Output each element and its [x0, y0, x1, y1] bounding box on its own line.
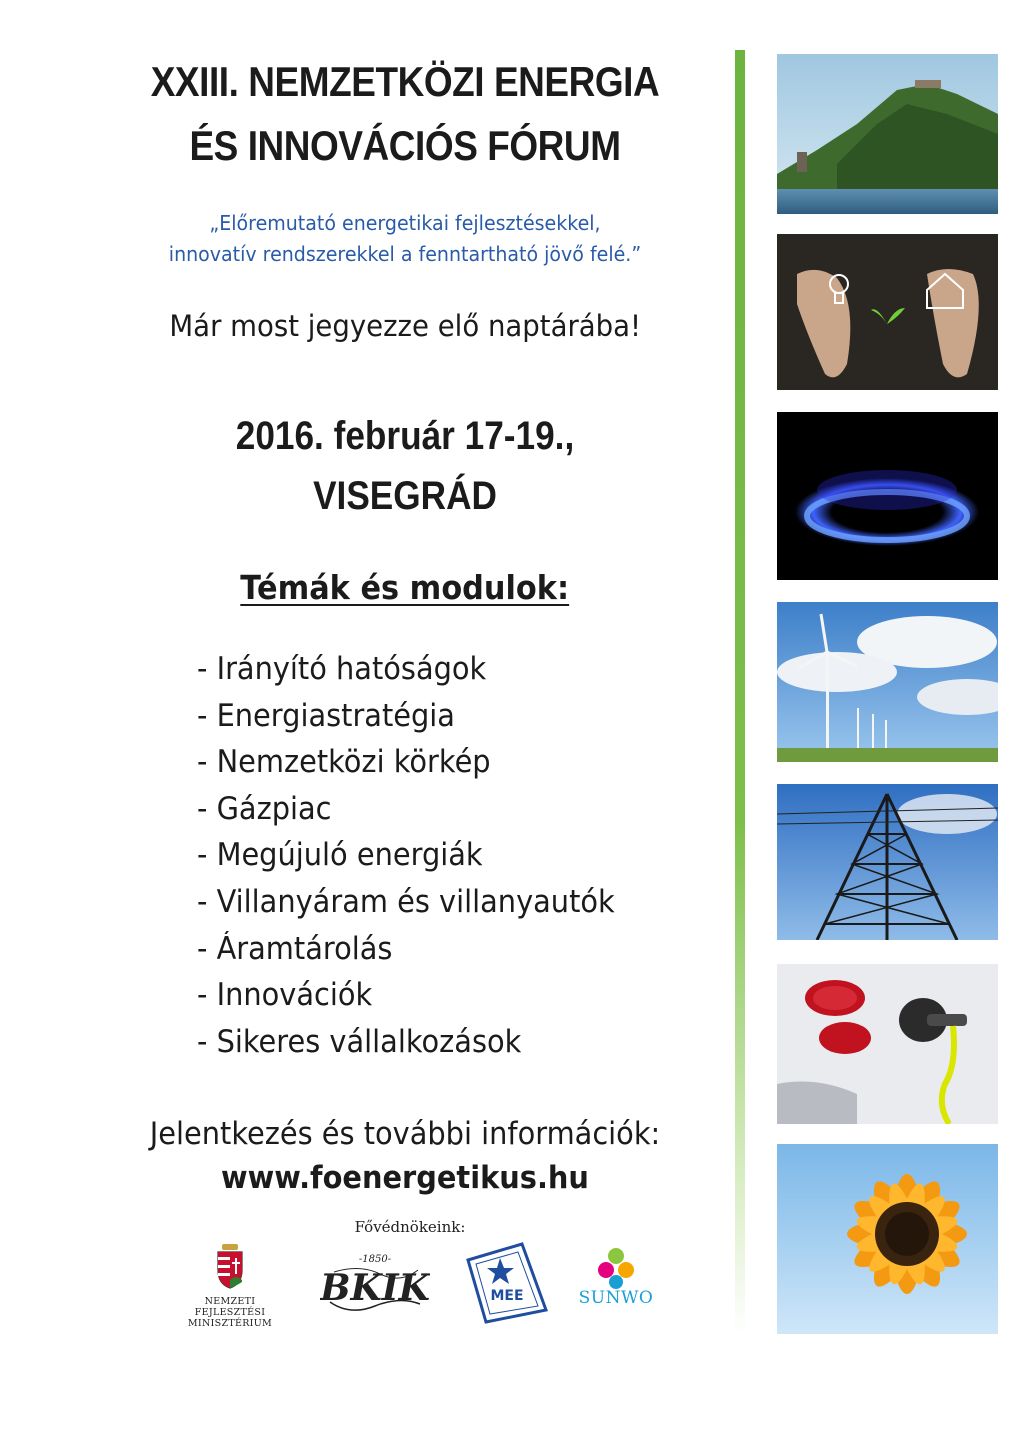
- patrons-label: Fővédnökeink:: [354, 1218, 466, 1236]
- topics-heading: [60, 564, 750, 612]
- bkik-year: -1850-: [358, 1254, 392, 1265]
- topic-item: - Innovációk: [197, 977, 373, 1014]
- save-the-date-label: Már most jegyezze elő naptárába!: [169, 309, 641, 343]
- sunwo-emblem-icon: [586, 1246, 646, 1290]
- topic-item: - Megújuló energiák: [197, 837, 483, 874]
- sunwo-logo: [566, 1246, 666, 1326]
- slogan: [60, 208, 750, 270]
- visegrad-castle-hill-photo: [777, 54, 998, 214]
- slogan-line2: innovatív rendszerekkel a fenntartható jövő felé.”: [168, 242, 642, 266]
- event-date-location: [60, 406, 750, 526]
- ngm-logo: [170, 1244, 290, 1329]
- power-pylon-photo: [777, 784, 998, 940]
- topic-item: - Villanyáram és villanyautók: [197, 883, 615, 920]
- contact-label: Jelentkezés és további információk:: [149, 1116, 661, 1152]
- save-the-date-text: [60, 306, 750, 346]
- sunflower-photo: [777, 1144, 998, 1334]
- event-title: [60, 50, 750, 178]
- green-accent-bar: [735, 50, 745, 1335]
- topic-item: - Áramtárolás: [197, 930, 393, 967]
- sunwo-wordmark: SUNWO: [578, 1288, 654, 1308]
- event-title-line2: ÉS INNOVÁCIÓS FÓRUM: [189, 122, 621, 169]
- mee-monogram: MEE: [490, 1288, 524, 1304]
- event-location: VISEGRÁD: [313, 474, 497, 518]
- slogan-line1: „Előremutató energetikai fejlesztésekkel,: [209, 211, 601, 235]
- topic-item: - Gázpiac: [197, 790, 332, 827]
- hungarian-coat-of-arms-icon: [210, 1244, 250, 1290]
- topics-heading-label: Témák és modulok:: [240, 568, 570, 607]
- event-date: 2016. február 17-19.,: [235, 414, 575, 458]
- event-title-line1: XXIII. NEMZETKÖZI ENERGIA: [150, 58, 660, 105]
- topics-list: [197, 646, 757, 1065]
- website-link[interactable]: www.foenergetikus.hu: [221, 1160, 589, 1196]
- hands-bulb-house-sprout-photo: [777, 234, 998, 390]
- bkik-monogram: BKIK: [320, 1267, 430, 1309]
- ngm-logo-text: NEMZETI FEJLESZTÉSI MINISZTÉRIUM: [187, 1296, 273, 1329]
- topic-item: - Irányító hatóságok: [197, 651, 487, 687]
- topic-item: - Nemzetközi körkép: [197, 744, 491, 781]
- topic-item: - Sikeres vállalkozások: [197, 1023, 522, 1060]
- mee-logo: [462, 1240, 552, 1325]
- gas-flame-photo: [777, 412, 998, 580]
- electric-car-charging-photo: [777, 964, 998, 1124]
- contact-block: [60, 1112, 750, 1200]
- wind-turbines-photo: [777, 602, 998, 762]
- bkik-logo: [320, 1250, 430, 1320]
- topic-item: - Energiastratégia: [197, 697, 455, 734]
